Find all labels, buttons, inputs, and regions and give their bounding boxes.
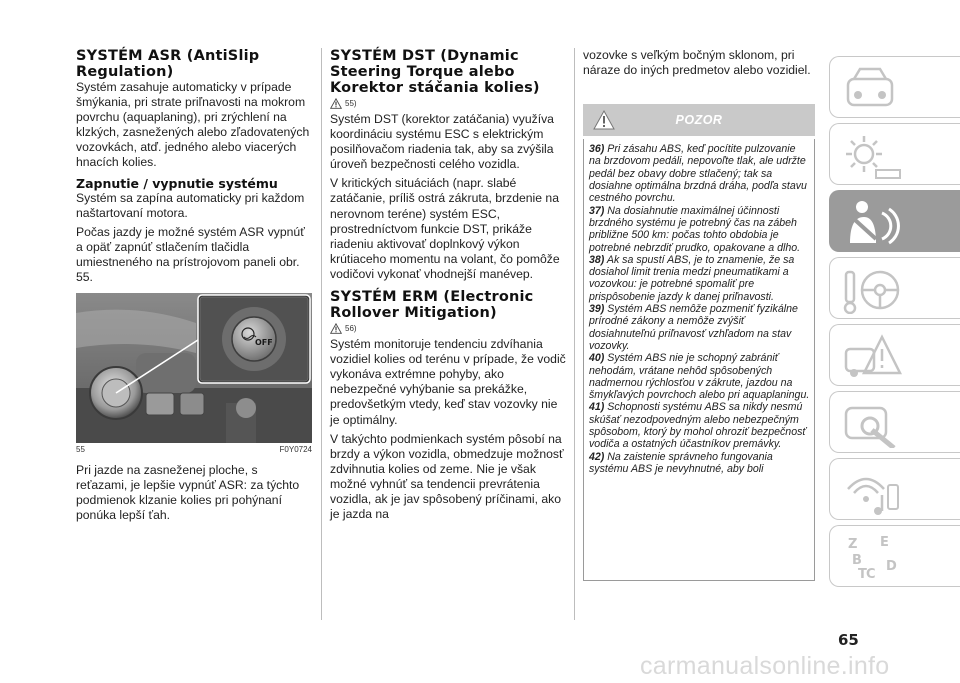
warning-item [589, 254, 810, 303]
heading-on-off: Zapnutie / vypnutie systému [76, 175, 278, 191]
warning-list [583, 139, 815, 581]
warning-item-text: Schopnosti systému ABS sa nikdy nesmú skúšať nezodpovedným alebo nebezpečným spôsobom, ktorý by mohol ohroziť bezpečnosť vodiča a ostatných účastníkov premávky. [589, 401, 807, 451]
chapter-tab-2[interactable] [829, 123, 960, 185]
seatbelt-airbag-icon [842, 199, 904, 247]
chapter-tab-1[interactable] [829, 56, 960, 118]
chapter-tabs [829, 56, 960, 592]
warning-item [589, 303, 810, 352]
heading-dst: SYSTÉM DST (Dynamic Steering Torque alebo Korektor stáčania kolies) [330, 48, 540, 96]
asr-paragraph-2: Systém sa zapína automaticky pri každom naštartovaní motora. [76, 190, 305, 220]
dashboard-photo-illustration [76, 293, 312, 443]
figure-code: F0Y0724 [279, 445, 312, 455]
figure-caption [76, 445, 312, 454]
warning-item-text: Na zaistenie správneho fungovania systému ABS je nevyhnutné, aby boli [589, 450, 773, 475]
dst-paragraph-2: V kritických situáciách (napr. slabé zatáčanie, príliš ostrá zákruta, brzdenie na nerovnom teréne) systém ESC, prostredníctvom funkcie DST, prikáže riadeniu aktivovať doplnkový výkon krútiaceho momentu na volant, čo pomôže vodičovi vykonať vhodnejší manévер. [330, 176, 560, 281]
figure-55-asr-button [76, 293, 312, 443]
column-right [583, 48, 815, 581]
service-wrench-icon [842, 400, 904, 448]
asr-paragraph-3: Počas jazdy je možné systém ASR vypnúť a opäť zapnúť stlačením tlačidla umiestneného na prístrojovom paneli obr. 55. [76, 224, 305, 285]
index-letter: B [852, 553, 862, 568]
warning-item [589, 143, 810, 204]
chapter-tab-7[interactable] [829, 458, 960, 520]
warning-item-number: 40) [589, 352, 605, 365]
index-letter: D [886, 559, 897, 574]
index-letter: Z [848, 537, 858, 552]
asr-paragraph-4: Pri jazde na zasneženej ploche, s reťazami, je lepšie vypnúť ASR: za týchto podmienok klzanie kolies pri pohýnaní ponúka lepší ťah. [76, 463, 300, 523]
warning-item-text: Pri zásahu ABS, keď pocítite pulzovanie na brzdovom pedáli, nepovoľte tlak, ale udržte pedál bez obavy dobre stlačený; tak sa dosiahne optimálna brzdná dráha, podľa stavu cestného povrchu. [589, 143, 807, 205]
reference-number: 56) [345, 324, 357, 334]
warning-item-number: 38) [589, 253, 605, 266]
car-dashboard-icon [842, 65, 904, 113]
warning-header [583, 104, 815, 136]
warning-item-number: 41) [589, 401, 605, 414]
reference-56 [330, 323, 566, 334]
reference-number: 55) [345, 99, 357, 108]
warning-item-number: 39) [589, 303, 605, 316]
warning-title: POZOR [675, 113, 723, 128]
erm-paragraph-2: V takýchto podmienkach systém pôsobí na brzdy a výkon vozidla, obmedzuje možnosť zdvihnutia kolies od zeme. Nie je však možné vyhnúť sa tendencii prevrátenia vozidla, ak je jav spôsobený príčinami, ako je jazda na [330, 431, 564, 522]
warning-triangle-icon [330, 98, 342, 109]
breakdown-triangle-icon [842, 333, 904, 381]
column-divider-1 [321, 48, 322, 620]
fig-off-label: OFF [255, 338, 273, 348]
warning-lights-icon [842, 132, 904, 180]
watermark: carmanualsonline.info [640, 652, 890, 680]
column-middle [330, 48, 566, 522]
heading-erm: SYSTÉM ERM (Electronic Rollover Mitigation) [330, 289, 534, 322]
warning-item-number: 36) [589, 143, 605, 156]
erm-paragraph-1: Systém monitoruje tendenciu zdvíhania vozidiel kolies od terénu v prípade, že vodič vykonáva extrémne pohyby, ako nebezpečné vyhýbanie sa prekážke, predovšetkým vtedy, keď stav vozovky nie je optimálny. [330, 337, 566, 427]
column-left [76, 48, 312, 524]
index-letter: C [866, 567, 876, 582]
dst-paragraph-1: Systém DST (korektor zatáčania) využíva koordináciu systému ESC s elektrickým posilňovačom riadenia tak, aby sa zvýšila úroveň bezpečnosti celého vozidla. [330, 112, 554, 172]
warning-item-number: 37) [589, 204, 605, 217]
chapter-tab-3[interactable] [829, 190, 960, 252]
index-letter: E [880, 535, 889, 550]
warning-triangle-icon [330, 323, 342, 334]
warning-item-text: Na dosiahnutie maximálnej účinnosti brzdného systému je potrebný čas na zábeh približne 500 km: počas tohto obdobia je potrebné nebrzdiť prudko, opakovane a dlho. [589, 204, 801, 254]
warning-item [589, 401, 810, 450]
index-letter: T [858, 567, 867, 582]
warning-item-number: 42) [589, 450, 605, 463]
warning-item [589, 205, 810, 254]
warning-item [589, 352, 810, 401]
key-steering-wheel-icon [842, 266, 904, 314]
warning-box [583, 104, 815, 581]
heading-asr: SYSTÉM ASR (AntiSlip Regulation) [76, 48, 260, 80]
warning-item [589, 451, 810, 476]
chapter-tab-8[interactable] [829, 525, 960, 587]
figure-number: 55 [76, 445, 85, 455]
asr-paragraph-1: Systém zasahuje automaticky v prípade šmýkania, pri strate priľnavosti na mokrom povrchu (aquaplaning), pri zrýchlení na klzkých, zasnežených alebo zľadovatených vozovkách, atď. jedného alebo viacerých hnacích kolies. [76, 80, 310, 170]
index-letters-icon [842, 534, 904, 582]
chapter-tab-4[interactable] [829, 257, 960, 319]
warning-item-text: Ak sa spustí ABS, je to znamenie, že sa dosiahol limit trenia medzi pneumatikami a vozovkou: je potrebné spomaliť pre prispôsobenie jazdy k danej priľnavosti. [589, 253, 795, 303]
page-number: 65 [838, 631, 859, 649]
chapter-tab-5[interactable] [829, 324, 960, 386]
erm-paragraph-continued: vozovke s veľkým bočným sklonom, pri náraze do iných predmetov alebo vozidiel. [583, 48, 811, 78]
warning-item-text: Systém ABS nemôže pozmeniť fyzikálne prírodné zákony a nemôže zvýšiť dosiahnuteľnú priľnavosť vzhľadom na stav vozovky. [589, 303, 798, 352]
chapter-tab-6[interactable] [829, 391, 960, 453]
reference-55 [330, 98, 566, 109]
warning-item-text: Systém ABS nie je schopný zabrániť nehodám, vrátane nehôd spôsobených nadmernou rýchlosťou v zákrute, jazdou na šmykľavých povrchoch alebo pri aquaplaningu. [589, 352, 810, 402]
multimedia-icon [842, 467, 904, 515]
column-divider-2 [574, 48, 575, 620]
